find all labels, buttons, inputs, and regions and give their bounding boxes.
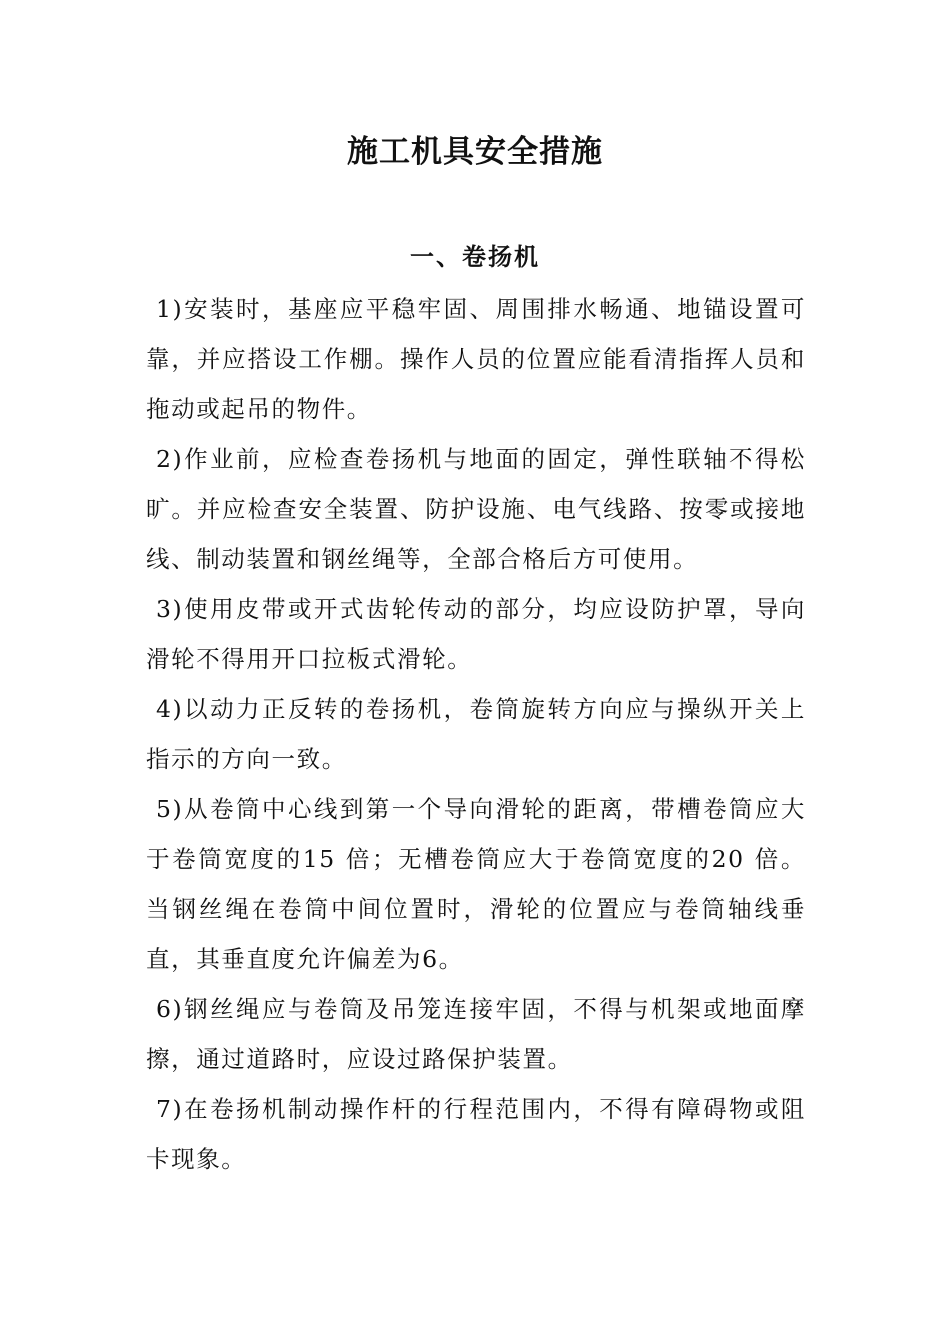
document-title: 施工机具安全措施	[347, 134, 603, 170]
document-body	[146, 284, 806, 1184]
paragraph-3: 3)使用皮带或开式齿轮传动的部分，均应设防护罩，导向滑轮不得用开口拉板式滑轮。	[146, 595, 806, 673]
paragraph-7: 7)在卷扬机制动操作杆的行程范围内，不得有障碍物或阻卡现象。	[146, 1095, 806, 1173]
paragraph-5: 5)从卷筒中心线到第一个导向滑轮的距离，带槽卷筒应大于卷筒宽度的15 倍；无槽卷筒应大于卷筒宽度的20 倍。当钢丝绳在卷筒中间位置时，滑轮的位置应与卷筒轴线垂直，其垂直度允许偏差为6。	[146, 795, 806, 973]
paragraph-1: 1)安装时，基座应平稳牢固、周围排水畅通、地锚设置可靠，并应搭设工作棚。操作人员的位置应能看清指挥人员和拖动或起吊的物件。	[146, 295, 806, 423]
section-heading: 一、卷扬机	[410, 242, 540, 271]
paragraph-4: 4)以动力正反转的卷扬机，卷筒旋转方向应与操纵开关上指示的方向一致。	[146, 695, 806, 773]
paragraph-2: 2)作业前，应检查卷扬机与地面的固定，弹性联轴不得松旷。并应检查安全装置、防护设施、电气线路、按零或接地线、制动装置和钢丝绳等，全部合格后方可使用。	[146, 445, 806, 573]
paragraph-6: 6)钢丝绳应与卷筒及吊笼连接牢固，不得与机架或地面摩擦，通过道路时，应设过路保护装置。	[146, 995, 806, 1073]
